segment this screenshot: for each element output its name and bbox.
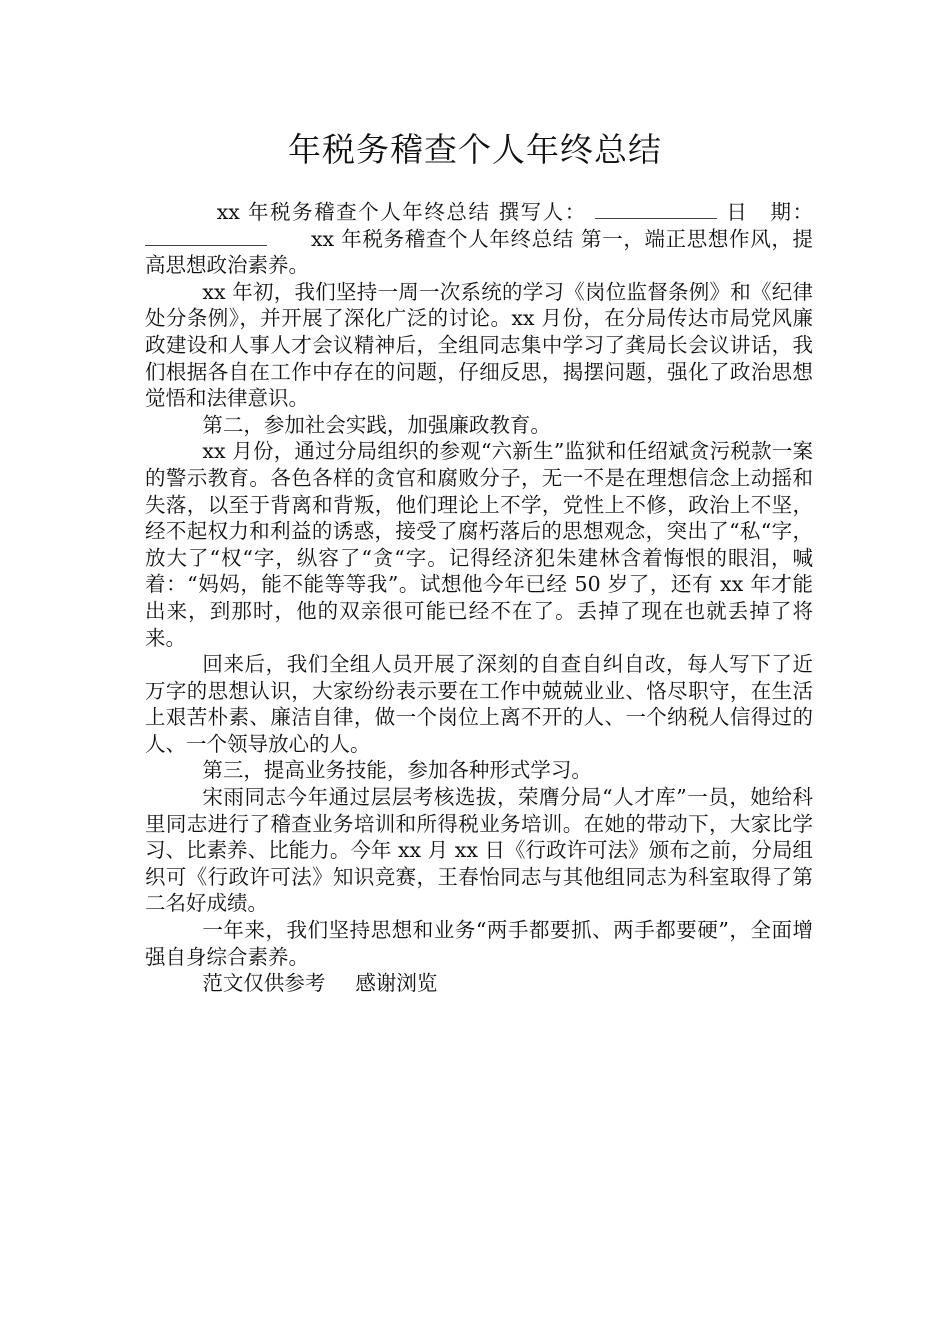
header-text-b: xx 年税务稽查个人年终总结 第一，端正思想作风，提高思想政治素养。 [145, 226, 813, 278]
paragraph-1: xx 年初，我们坚持一周一次系统的学习《岗位监督条例》和《纪律处分条例》，并开展了深化广泛的讨论。xx 月份，在分局传达市局党风廉政建设和人事人才会议精神后，全组同志集中学习了龚局长会议讲话，我们根据各自在工作中存在的问题，仔细反思，揭摆问题，强化了政治思想觉悟和法律意识。 [145, 279, 813, 411]
paragraph-2: 第二，参加社会实践，加强廉政教育。 [202, 412, 551, 437]
footer-left: 范文仅供参考 [202, 971, 326, 996]
author-blank-line [595, 200, 717, 219]
paragraph-4: 回来后，我们全组人员开展了深刻的自查自纠自改，每人写下了近万字的思想认识，大家纷纷表示要在工作中兢兢业业、恪尽职守，在生活上艰苦朴素、廉洁自律，做一个岗位上离不开的人、一个纳税人信得过的人、一个领导放心的人。 [145, 652, 813, 756]
paragraph-3: xx 月份，通过分局组织的参观“六新生”监狱和任绍斌贪污税款一案的警示教育。各色各样的贪官和腐败分子，无一不是在理想信念上动摇和失落，以至于背离和背叛，他们理论上不学，党性上不修，政治上不坚，经不起权力和利益的诱惑，接受了腐朽落后的思想观念，突出了“私“字，放大了“权“字，纵容了“贪“字。记得经济犯朱建林含着悔恨的眼泪，喊着：“妈妈，能不能等等我”。试想他今年已经 50 岁了，还有 xx 年才能出来，到那时，他的双亲很可能已经不在了。丢掉了现在也就丢掉了将来。 [145, 439, 813, 650]
document-body [145, 199, 813, 997]
paragraph-6: 宋雨同志今年通过层层考核选拔，荣膺分局“人才库”一员，她给科里同志进行了稽查业务培训和所得税业务培训。在她的带动下，大家比学习、比素养、比能力。今年 xx 月 xx 日《行政许可法》颁布之前，分局组织可《行政许可法》知识竞赛，王春怡同志与其他组同志为科室取得了第二名好成绩。 [145, 785, 813, 916]
footer-line [145, 970, 813, 997]
paragraph-7: 一年来，我们坚持思想和业务“两手都要抓、两手都要硬”，全面增强自身综合素养。 [145, 918, 813, 969]
paragraph-5: 第三，提高业务技能，参加各种形式学习。 [202, 758, 592, 783]
date-label: 日 期： [724, 200, 814, 224]
document-title: 年税务稽查个人年终总结 [288, 130, 662, 169]
footer-right: 感谢浏览 [355, 971, 438, 996]
header-paragraph [145, 199, 813, 279]
header-text-a: xx 年税务稽查个人年终总结 撰写人： [216, 200, 587, 224]
date-blank-line [145, 227, 267, 246]
